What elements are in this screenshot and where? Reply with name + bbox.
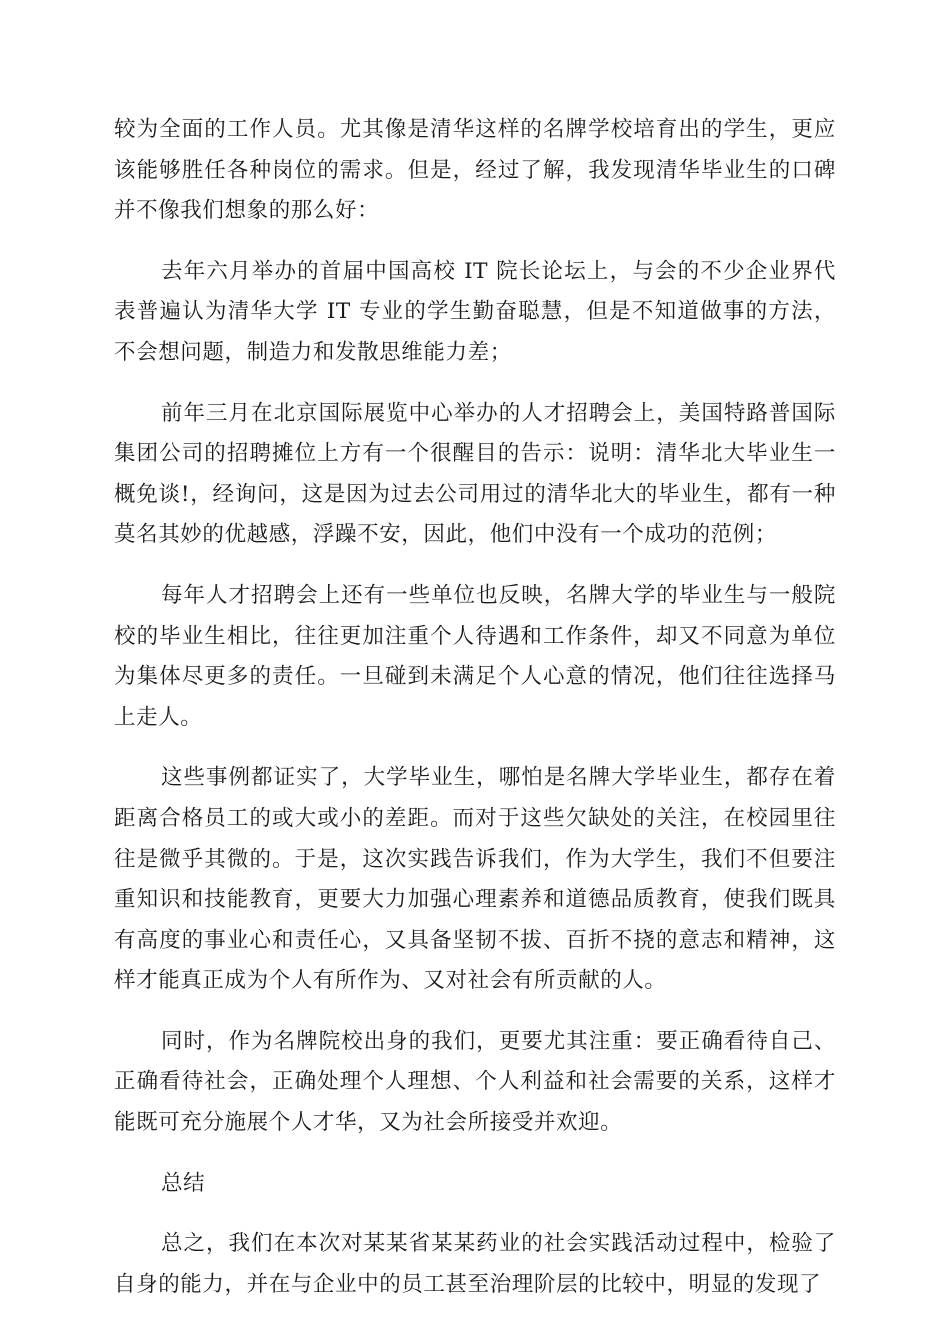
paragraph-7: 总之，我们在本次对某某省某某药业的社会实践活动过程中，检验了自身的能力，并在与企业中的员工甚至治理阶层的比较中，明显的发现了 — [114, 1231, 836, 1297]
paragraph-5: 这些事例都证实了，大学毕业生，哪怕是名牌大学毕业生，都存在着距离合格员工的或大或小的差距。而对于这些欠缺处的关注，在校园里往往是微乎其微的。于是，这次实践告诉我们，作为大学生，我们不但要注重知识和技能教育，更要大力加强心理素养和道德品质教育，使我们既具有高度的事业心和责任心，又具备坚韧不拔、百折不挠的意志和精神，这样才能真正成为个人有所作为、又对社会有所贡献的人。 — [114, 765, 836, 994]
paragraph-2: 去年六月举办的首届中国高校 IT 院长论坛上，与会的不少企业界代表普遍认为清华大学 IT 专业的学生勤奋聪慧，但是不知道做事的方法，不会想问题，制造力和发散思维能力差； — [114, 258, 836, 365]
paragraph-1: 较为全面的工作人员。尤其像是清华这样的名牌学校培育出的学生，更应该能够胜任各种岗位的需求。但是，经过了解，我发现清华毕业生的口碑并不像我们想象的那么好： — [114, 117, 836, 224]
section-heading-summary: 总结 — [161, 1170, 206, 1196]
paragraph-3: 前年三月在北京国际展览中心举办的人才招聘会上，美国特路普国际集团公司的招聘摊位上方有一个很醒目的告示：说明：清华北大毕业生一概免谈!，经询问，这是因为过去公司用过的清华北大的毕业生，都有一种莫名其妙的优越感，浮躁不安，因此，他们中没有一个成功的范例； — [114, 400, 836, 548]
paragraph-6: 同时，作为名牌院校出身的我们，更要尤其注重：要正确看待自己、正确看待社会，正确处理个人理想、个人利益和社会需要的关系，这样才能既可充分施展个人才华，又为社会所接受并欢迎。 — [114, 1028, 836, 1136]
document-body — [114, 110, 836, 1325]
paragraph-4: 每年人才招聘会上还有一些单位也反映，名牌大学的毕业生与一般院校的毕业生相比，往往更加注重个人待遇和工作条件，却又不同意为单位为集体尽更多的责任。一旦碰到未满足个人心意的情况，他们往往选择马上走人。 — [114, 582, 836, 730]
